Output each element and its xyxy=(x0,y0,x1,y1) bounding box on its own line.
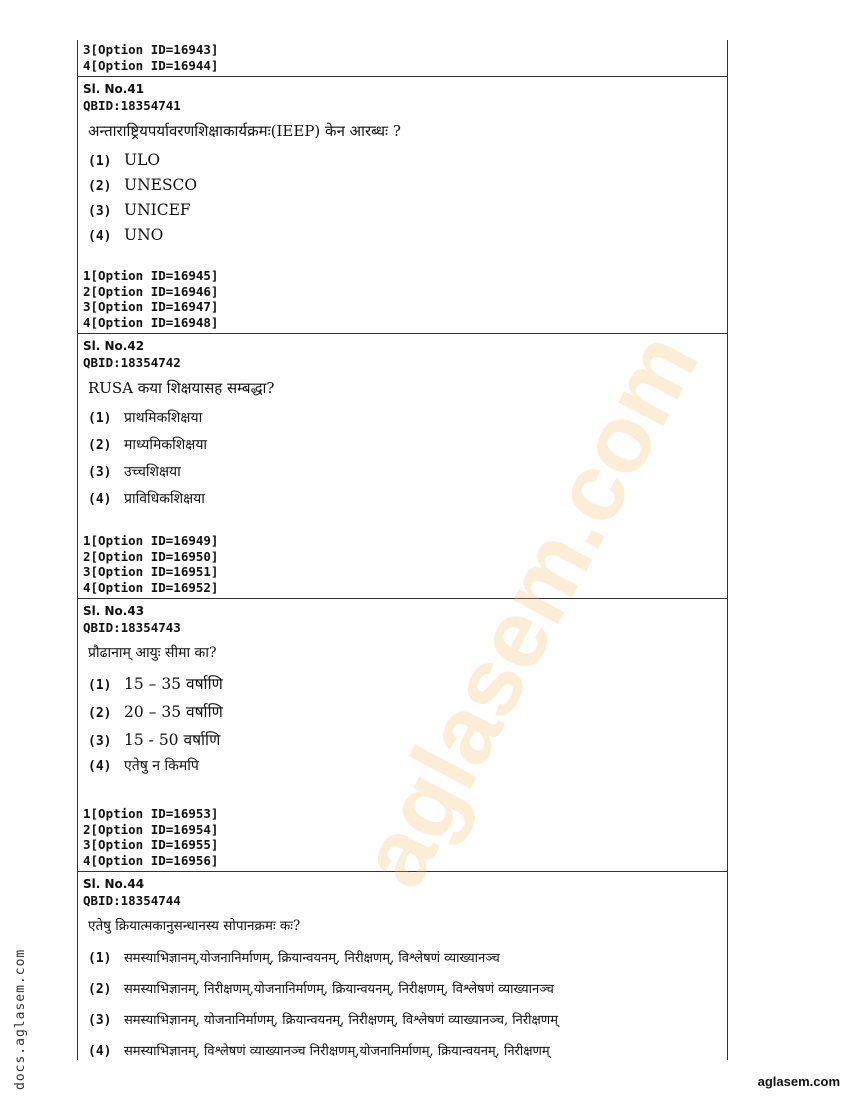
serial-number: Sl. No.44 xyxy=(83,877,145,891)
question-text: एतेषु क्रियात्मकानुसन्धानस्य सोपानक्रमः कः? xyxy=(88,918,301,934)
question-text: RUSA कया शिक्षयासह सम्बद्धा? xyxy=(88,379,275,397)
qbid: QBID:18354741 xyxy=(83,97,181,113)
option-2: (2) माध्यमिकशिक्षया xyxy=(88,437,208,453)
option-1: (1) समस्याभिज्ञानम्,योजनानिर्माणम्, क्रियान्वयनम्, निरीक्षणम्, विश्लेषणं व्याख्यानञ्च xyxy=(88,951,500,966)
question-block-42 xyxy=(78,334,727,599)
serial-number: Sl. No.43 xyxy=(83,604,145,618)
option-ids xyxy=(83,533,727,595)
option-4: (4) प्राविधिकशिक्षया xyxy=(88,491,205,507)
option-id-line: 4[Option ID=16948] xyxy=(83,314,219,330)
side-url: docs.aglasem.com xyxy=(13,948,28,1090)
option-3: (3) उच्चशिक्षया xyxy=(88,464,181,480)
watermark: aglasem.com xyxy=(338,316,719,904)
question-text: अन्ताराष्ट्रियपर्यावरणशिक्षाकार्यक्रमः(IEEP) केन आरब्धः ? xyxy=(88,122,401,140)
option-4: (4) UNO xyxy=(88,226,164,244)
option-id-line: 2[Option ID=16954] xyxy=(83,821,219,837)
previous-question-tail xyxy=(78,40,727,77)
option-id-line: 1[Option ID=16945] xyxy=(83,268,219,283)
qbid: QBID:18354742 xyxy=(83,354,181,370)
option-id-line: 1[Option ID=16949] xyxy=(83,533,219,548)
question-text: प्रौढानाम् आयुः सीमा का? xyxy=(88,645,217,661)
qbid: QBID:18354744 xyxy=(83,892,181,908)
question-block-41 xyxy=(78,77,727,334)
option-3: (3) 15 - 50 वर्षाणि xyxy=(88,731,221,749)
footer-brand: aglasem.com xyxy=(757,1074,840,1089)
option-id-line: 4[Option ID=16952] xyxy=(83,579,219,595)
option-id-line: 3[Option ID=16955] xyxy=(83,837,219,852)
option-ids xyxy=(83,268,727,330)
option-id-line: 3[Option ID=16951] xyxy=(83,564,219,579)
option-2: (2) UNESCO xyxy=(88,176,198,194)
option-id-line: 4[Option ID=16944] xyxy=(83,57,219,73)
question-block-44 xyxy=(78,872,727,1075)
serial-number: Sl. No.42 xyxy=(83,339,145,353)
question-sheet xyxy=(77,40,728,1060)
option-id-line: 2[Option ID=16950] xyxy=(83,548,219,564)
serial-number: Sl. No.41 xyxy=(83,82,145,96)
option-id-line: 3[Option ID=16947] xyxy=(83,299,219,314)
option-3: (3) UNICEF xyxy=(88,201,191,219)
option-id-line: 3[Option ID=16943] xyxy=(83,42,219,57)
option-1: (1) 15 – 35 वर्षाणि xyxy=(88,675,223,693)
option-3: (3) समस्याभिज्ञानम्, योजनानिर्माणम्, क्रियान्वयनम्, निरीक्षणम्, विश्लेषणं व्याख्यानञ्च, निरीक्षणम् xyxy=(88,1013,558,1028)
option-id-line: 4[Option ID=16956] xyxy=(83,852,219,868)
option-1: (1) ULO xyxy=(88,151,161,169)
option-id-line: 2[Option ID=16946] xyxy=(83,283,219,299)
option-id-line: 1[Option ID=16953] xyxy=(83,806,219,821)
question-block-43 xyxy=(78,599,727,872)
option-1: (1) प्राथमिकशिक्षया xyxy=(88,410,203,426)
option-2: (2) समस्याभिज्ञानम्, निरीक्षणम्,योजनानिर्माणम्, क्रियान्वयनम्, निरीक्षणम्, विश्लेषणं व्याख्यानञ्च xyxy=(88,982,554,997)
option-2: (2) 20 – 35 वर्षाणि xyxy=(88,703,223,721)
option-4: (4) समस्याभिज्ञानम्, विश्लेषणं व्याख्यानञ्च निरीक्षणम्,योजनानिर्माणम्, क्रियान्वयनम्, निरीक्षणम् xyxy=(88,1044,550,1059)
option-4: (4) एतेषु न किमपि xyxy=(88,758,199,774)
qbid: QBID:18354743 xyxy=(83,619,181,635)
option-ids xyxy=(83,806,727,868)
